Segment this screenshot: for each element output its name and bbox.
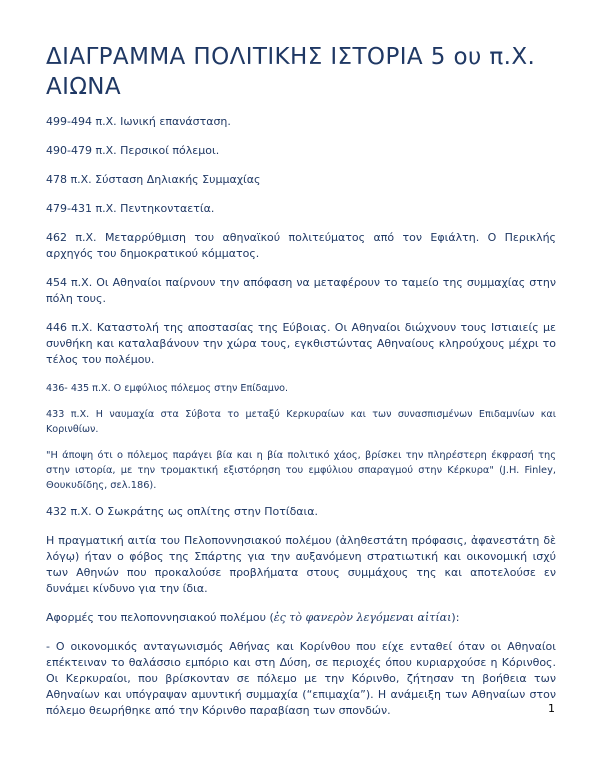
- document-page: [46, 42, 556, 732]
- paragraph-epidamnus-civil-war: 436- 435 π.Χ. Ο εμφύλιος πόλεμος στην Επίδαμνο.: [46, 383, 289, 394]
- paragraph-sybota-naval-battle: 433 π.Χ. Η ναυμαχία στα Σύβοτα το μεταξύ Κερκυραίων και των συνασπισμένων Επιδαμνίων και Κορινθίων.: [46, 409, 556, 435]
- occasions-prefix: Αφορμές του πελοποννησιακού πολέμου (: [46, 611, 274, 624]
- paragraph-euboea-revolt: 446 π.Χ. Καταστολή της αποστασίας της Εύβοιας. Οι Αθηναίοι διώχνουν τους Ιστιαιείς με συνθήκη και καταλαβάνουν την χώρα τους, εγκθιστώντας Αθηναίους κληρούχους μέχρι το τέλος του πολέμου.: [46, 321, 556, 366]
- paragraph-finley-quote: "Η άποψη ότι ο πόλεμος παράγει βία και η βία πολιτικό χάος, βρίσκει την πληρέστερη έκφρασή της στην ιστορία, με την τρομακτική εξιστόρηση του εμφύλιου σπαραγμού στην Κέρκυρα" (J.H. Finley, Θουκυδίδης, σελ.186).: [46, 450, 556, 491]
- paragraph-treasury-transfer: 454 π.Χ. Οι Αθηναίοι παίρνουν την απόφαση να μεταφέρουν το ταμείο της συμμαχίας στην πόλη τους.: [46, 276, 556, 305]
- paragraph-delian-league: 478 π.Χ. Σύσταση Δηλιακής Συμμαχίας: [46, 173, 261, 186]
- paragraph-true-cause: Η πραγματική αιτία του Πελοποννησιακού πολέμου (ἀληθεστάτη πρόφασις, ἀφανεστάτη δὲ λόγῳ) ήταν ο φόβος της Σπάρτης για την αυξανόμενη στρατιωτική και οικονομική ισχύ των Αθηνών που προκαλούσε προβλήματα στους συμμάχους της και αποτελούσε εν δυνάμει κίνδυνο για την ίδια.: [46, 534, 556, 595]
- paragraph-socrates-potidaea: 432 π.Χ. Ο Σωκράτης ως οπλίτης στην Ποτίδαια.: [46, 505, 319, 518]
- paragraph-ionian-revolt: 499-494 π.Χ. Ιωνική επανάσταση.: [46, 115, 231, 128]
- occasions-suffix: ):: [451, 611, 460, 624]
- occasions-greek-phrase: ἐς τὸ φανερὸν λεγόμεναι αἰτίαι: [273, 611, 452, 624]
- paragraph-economic-rivalry: - Ο οικονομικός ανταγωνισμός Αθήνας και Κορίνθου που είχε ενταθεί όταν οι Αθηναίοι επέκτειναν το θαλάσσιο εμπόριο και στη Δύση, σε περιοχές όπου κυριαρχούσε η Κόρινθος. Οι Κερκυραίοι, που βρίσκονταν σε πόλεμο με την Κόρινθο, ζήτησαν τη βοήθεια των Αθηναίων και υπόγραψαν αμυντική συμμαχία (“επιμαχία”). Η ανάμειξη των Αθηναίων στον πόλεμο θεωρήθηκε από την Κόρινθο παραβίαση των σπονδών.: [46, 640, 556, 717]
- paragraph-persian-wars: 490-479 π.Χ. Περσικοί πόλεμοι.: [46, 144, 220, 157]
- paragraph-occasions-heading: [46, 610, 556, 626]
- paragraph-pentekontaetia: 479-431 π.Χ. Πεντηκονταετία.: [46, 202, 215, 215]
- page-number: 1: [548, 702, 555, 715]
- paragraph-ephialtes-reform: 462 π.Χ. Μεταρρύθμιση του αθηναϊκού πολιτεύματος από τον Εφιάλτη. Ο Περικλής αρχηγός του δημοκρατικού κόμματος.: [46, 231, 556, 260]
- document-title: ΔΙΑΓΡΑΜΜΑ ΠΟΛΙΤΙΚΗΣ ΙΣΤΟΡΙΑ 5 ου π.Χ. ΑΙΩΝΑ: [46, 44, 536, 100]
